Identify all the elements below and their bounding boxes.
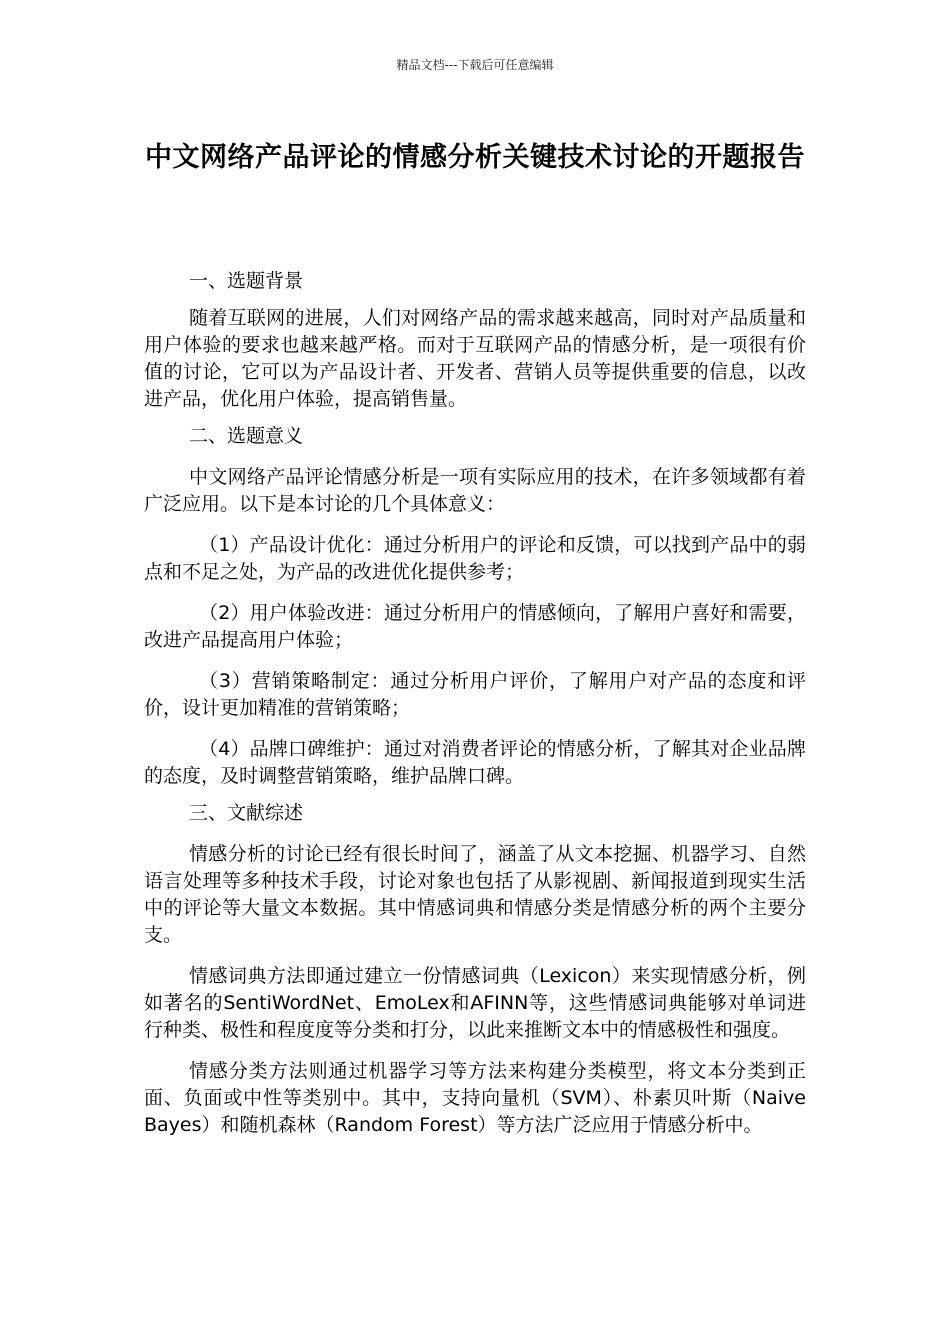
literature-paragraph: 情感词典方法即通过建立一份情感词典（Lexicon）来实现情感分析，例如著名的SentiWordNet、EmoLex和AFINN等，这些情感词典能够对单词进行种类、极性和程度度等分类和打分，以此来推断文本中的情感极性和强度。 xyxy=(144,965,806,1041)
significance-item: （3）营销策略制定：通过分析用户评价，了解用户对产品的态度和评价，设计更加精准的营销策略； xyxy=(144,670,806,719)
document-title: 中文网络产品评论的情感分析关键技术讨论的开题报告 xyxy=(145,142,805,173)
header-note: 精品文档---下载后可任意编辑 xyxy=(396,58,554,72)
section-heading-significance: 二、选题意义 xyxy=(189,425,304,447)
literature-paragraph: 情感分类方法则通过机器学习等方法来构建分类模型，将文本分类到正面、负面或中性等类别中。其中，支持向量机（SVM）、朴素贝叶斯（Naive Bayes）和随机森林（Random Forest）等方法广泛应用于情感分析中。 xyxy=(144,1060,806,1136)
significance-item: （1）产品设计优化：通过分析用户的评论和反馈，可以找到产品中的弱点和不足之处，为产品的改进优化提供参考； xyxy=(144,534,806,583)
significance-item: （4）品牌口碑维护：通过对消费者评论的情感分析，了解其对企业品牌的态度，及时调整营销策略，维护品牌口碑。 xyxy=(144,738,806,787)
literature-paragraph: 情感分析的讨论已经有很长时间了，涵盖了从文本挖掘、机器学习、自然语言处理等多种技术手段，讨论对象也包括了从影视剧、新闻报道到现实生活中的评论等大量文本数据。其中情感词典和情感分类是情感分析的两个主要分支。 xyxy=(144,843,806,946)
background-paragraph: 随着互联网的进展，人们对网络产品的需求越来越高，同时对产品质量和用户体验的要求也越来越严格。而对于互联网产品的情感分析，是一项很有价值的讨论，它可以为产品设计者、开发者、营销人员等提供重要的信息，以改进产品，优化用户体验，提高销售量。 xyxy=(144,307,806,410)
significance-intro-paragraph: 中文网络产品评论情感分析是一项有实际应用的技术，在许多领域都有着广泛应用。以下是本讨论的几个具体意义： xyxy=(144,466,806,515)
section-heading-background: 一、选题背景 xyxy=(189,270,304,292)
section-heading-literature: 三、文献综述 xyxy=(189,802,304,824)
document-body xyxy=(144,268,806,1139)
significance-item: （2）用户体验改进：通过分析用户的情感倾向，了解用户喜好和需要，改进产品提高用户体验； xyxy=(144,602,806,651)
